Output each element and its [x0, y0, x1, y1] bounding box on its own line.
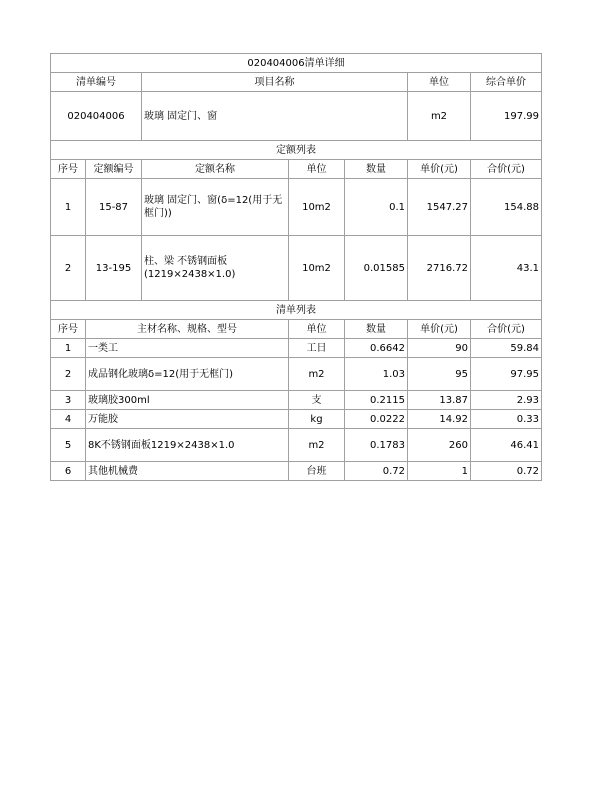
bill-name: 玻璃 固定门、窗 [142, 92, 408, 141]
table-row [51, 358, 542, 391]
bill-unit-header: 单位 [408, 73, 471, 92]
quota-qty: 0.01585 [345, 236, 408, 301]
quota-unit-price: 2716.72 [408, 236, 471, 301]
material-seq: 3 [51, 391, 86, 410]
material-qty: 0.2115 [345, 391, 408, 410]
material-name: 玻璃胶300ml [86, 391, 289, 410]
quota-qty-header: 数量 [345, 160, 408, 179]
quota-seq: 1 [51, 179, 86, 236]
bill-price-header: 综合单价 [471, 73, 542, 92]
material-qty: 0.6642 [345, 339, 408, 358]
material-qty: 0.1783 [345, 429, 408, 462]
material-unit: 支 [289, 391, 345, 410]
quota-header-row [51, 160, 542, 179]
material-seq: 5 [51, 429, 86, 462]
quota-seq-header: 序号 [51, 160, 86, 179]
material-unit-price: 260 [408, 429, 471, 462]
bill-name-header: 项目名称 [142, 73, 408, 92]
material-header-row [51, 320, 542, 339]
quota-code-header: 定额编号 [86, 160, 142, 179]
material-name-header: 主材名称、规格、型号 [86, 320, 289, 339]
bill-code: 020404006 [51, 92, 142, 141]
bill-header-row [51, 73, 542, 92]
table-row [51, 236, 542, 301]
material-total: 46.41 [471, 429, 542, 462]
material-seq: 4 [51, 410, 86, 429]
bill-detail-table [50, 53, 542, 481]
material-unit: kg [289, 410, 345, 429]
title-row [51, 54, 542, 73]
quota-qty: 0.1 [345, 179, 408, 236]
quota-name: 玻璃 固定门、窗(δ=12(用于无框门)) [142, 179, 289, 236]
material-unit: m2 [289, 429, 345, 462]
quota-section-row [51, 141, 542, 160]
quota-unit-price-header: 单价(元) [408, 160, 471, 179]
material-total: 0.72 [471, 462, 542, 481]
material-name: 其他机械费 [86, 462, 289, 481]
material-seq: 2 [51, 358, 86, 391]
material-unit-price: 95 [408, 358, 471, 391]
quota-name: 柱、梁 不锈钢面板(1219×2438×1.0) [142, 236, 289, 301]
material-unit-price: 13.87 [408, 391, 471, 410]
material-unit-price: 90 [408, 339, 471, 358]
material-total: 97.95 [471, 358, 542, 391]
material-unit-header: 单位 [289, 320, 345, 339]
table-row [51, 179, 542, 236]
quota-seq: 2 [51, 236, 86, 301]
bill-row [51, 92, 542, 141]
quota-unit-price: 1547.27 [408, 179, 471, 236]
material-name: 万能胶 [86, 410, 289, 429]
bill-code-header: 清单编号 [51, 73, 142, 92]
material-total: 59.84 [471, 339, 542, 358]
material-total: 2.93 [471, 391, 542, 410]
material-unit: 台班 [289, 462, 345, 481]
table-row [51, 410, 542, 429]
material-unit: m2 [289, 358, 345, 391]
table-title: 020404006清单详细 [51, 54, 542, 73]
material-seq: 1 [51, 339, 86, 358]
material-section-title: 清单列表 [51, 301, 542, 320]
material-unit: 工日 [289, 339, 345, 358]
quota-code: 13-195 [86, 236, 142, 301]
material-total-header: 合价(元) [471, 320, 542, 339]
quota-total: 43.1 [471, 236, 542, 301]
material-qty: 1.03 [345, 358, 408, 391]
table-row [51, 462, 542, 481]
material-unit-price: 14.92 [408, 410, 471, 429]
material-total: 0.33 [471, 410, 542, 429]
material-seq-header: 序号 [51, 320, 86, 339]
material-qty: 0.72 [345, 462, 408, 481]
quota-unit: 10m2 [289, 179, 345, 236]
material-section-row [51, 301, 542, 320]
quota-unit: 10m2 [289, 236, 345, 301]
quota-total: 154.88 [471, 179, 542, 236]
material-qty-header: 数量 [345, 320, 408, 339]
table-row [51, 391, 542, 410]
material-unit-price-header: 单价(元) [408, 320, 471, 339]
material-unit-price: 1 [408, 462, 471, 481]
table-row [51, 429, 542, 462]
material-name: 8K不锈钢面板1219×2438×1.0 [86, 429, 289, 462]
material-name: 一类工 [86, 339, 289, 358]
material-qty: 0.0222 [345, 410, 408, 429]
material-seq: 6 [51, 462, 86, 481]
bill-unit: m2 [408, 92, 471, 141]
table-row [51, 339, 542, 358]
quota-code: 15-87 [86, 179, 142, 236]
quota-unit-header: 单位 [289, 160, 345, 179]
material-name: 成品钢化玻璃δ=12(用于无框门) [86, 358, 289, 391]
bill-price: 197.99 [471, 92, 542, 141]
quota-section-title: 定额列表 [51, 141, 542, 160]
quota-name-header: 定额名称 [142, 160, 289, 179]
quota-total-header: 合价(元) [471, 160, 542, 179]
